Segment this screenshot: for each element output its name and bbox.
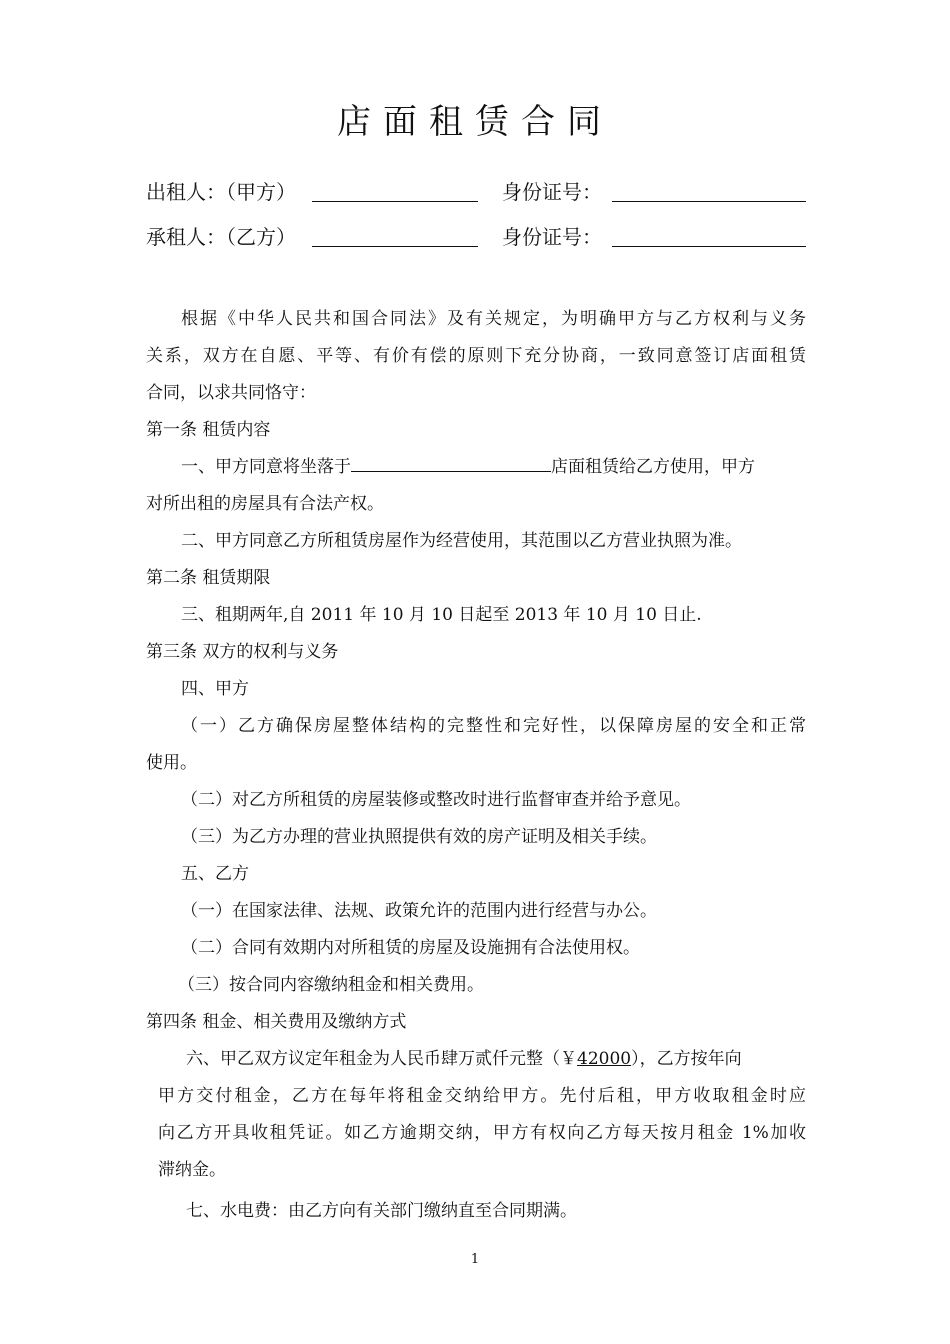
party-b-item-1: （一）在国家法律、法规、政策允许的范围内进行经营与办公。 [181, 901, 657, 921]
lessor-label: 出租人：（甲方） [146, 180, 296, 204]
party-a-item-1: （一）乙方确保房屋整体结构的完整性和完好性，以保障房屋的安全和正常 [181, 716, 806, 736]
location-blank [351, 455, 551, 472]
lessor-id-blank [612, 201, 806, 202]
article-1-item-2: 二、甲方同意乙方所租赁房屋作为经营使用，其范围以乙方营业执照为准。 [181, 531, 742, 551]
party-a-item-3: （三）为乙方办理的营业执照提供有效的房产证明及相关手续。 [181, 827, 657, 847]
article-2-item-3: 三、租期两年,自 2011 年 10 月 10 日起至 2013 年 10 月 10 日止. [181, 605, 702, 625]
party-a-heading: 四、甲方 [181, 679, 249, 699]
article-4-item-6-line-4: 滞纳金。 [158, 1160, 226, 1180]
lessee-label: 承租人：（乙方） [146, 225, 296, 249]
article-4-item-6 [186, 1047, 806, 1071]
item-6-text-after: ），乙方按年向 [631, 1049, 742, 1069]
party-b-item-2: （二）合同有效期内对所租赁的房屋及设施拥有合法使用权。 [181, 938, 640, 958]
article-4-item-7: 七、水电费：由乙方向有关部门缴纳直至合同期满。 [186, 1201, 577, 1221]
item-1-text-before: 一、甲方同意将坐落于 [181, 457, 351, 477]
preamble-line-2: 关系，双方在自愿、平等、有价有偿的原则下充分协商，一致同意签订店面租赁 [146, 346, 806, 366]
page-number: 1 [470, 1252, 480, 1267]
article-1-item-1 [181, 455, 806, 479]
preamble-line-1: 根据《中华人民共和国合同法》及有关规定，为明确甲方与乙方权利与义务 [181, 309, 806, 329]
article-4-item-6-line-2: 甲方交付租金，乙方在每年将租金交纳给甲方。先付后租，甲方收取租金时应 [158, 1086, 806, 1106]
article-4-heading: 第四条 租金、相关费用及缴纳方式 [146, 1012, 407, 1032]
article-2-heading: 第二条 租赁期限 [146, 568, 271, 588]
article-4-item-6-line-3: 向乙方开具收租凭证。如乙方逾期交纳，甲方有权向乙方每天按月租金 1%加收 [158, 1123, 806, 1143]
rent-amount: 42000 [577, 1049, 632, 1069]
party-a-item-2: （二）对乙方所租赁的房屋装修或整改时进行监督审查并给予意见。 [181, 790, 691, 810]
item-6-text-before: 六、甲乙双方议定年租金为人民币肆万贰仟元整（￥ [186, 1049, 577, 1069]
lessee-row [146, 221, 806, 253]
lessee-id-blank [612, 246, 806, 247]
party-a-item-1-line-2: 使用。 [146, 753, 197, 773]
article-1-item-1-line-2: 对所出租的房屋具有合法产权。 [146, 494, 384, 514]
lessee-id-label: 身份证号： [502, 225, 602, 249]
lessee-name-blank [312, 246, 478, 247]
item-1-text-after: 店面租赁给乙方使用，甲方 [551, 457, 755, 477]
article-1-heading: 第一条 租赁内容 [146, 420, 271, 440]
party-b-heading: 五、乙方 [181, 864, 249, 884]
article-3-heading: 第三条 双方的权利与义务 [146, 642, 339, 662]
preamble-line-3: 合同，以求共同恪守： [146, 383, 316, 403]
lessor-id-label: 身份证号： [502, 180, 602, 204]
lessor-name-blank [312, 201, 478, 202]
party-b-item-3: （三）按合同内容缴纳租金和相关费用。 [178, 975, 484, 995]
lessor-row [146, 176, 806, 208]
document-title: 店面租赁合同 [337, 102, 613, 142]
